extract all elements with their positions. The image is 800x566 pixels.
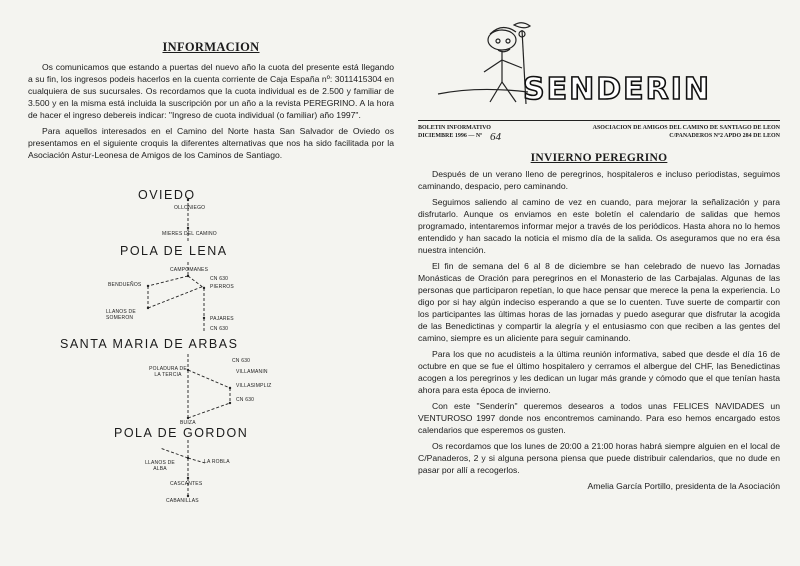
route-sketch-map — [60, 178, 320, 558]
info-paragraph-1: Os comunicamos que estando a puertas del nuevo año la cuota del presente está llegando a su fin, los ingresos podeis hacerlos en la cuenta corriente de Caja España nº: 3011415304 en cualquiera de sus sucursales. Os recordamos que la cuota individual es de 2.500 y familiar de 3.500 y en la misma está incluida la suscripción por un año a la revista PEREGRINO. A la hora de hacer el ingreso debereis indicar: "Ingreso de cuota individual (o familiar) año 1997". — [28, 62, 394, 120]
left-column — [28, 40, 394, 165]
bulletin-line-1: BOLETIN INFORMATIVO — [418, 125, 491, 131]
association-line-2: C/PANADEROS Nº2 APDO 284 DE LEON — [669, 133, 780, 139]
association-info — [548, 124, 780, 140]
article-paragraph-1: Después de un verano lleno de peregrinos, hospitaleros e incluso periodistas, seguimos caminando, despacio, pero caminando. — [418, 169, 780, 191]
article-title: INVIERNO PEREGRINO — [530, 152, 668, 164]
info-heading: INFORMACION — [162, 40, 260, 54]
article-paragraph-3: El fin de semana del 6 al 8 de diciembre se han celebrado de nuevo las Jornadas Monásticas de Oración para peregrinos en el Monasterio de las Carbajalas. Algunas de las personas que participaron repetían, lo que hace pensar que merece la pena la experiencia. Lo digo por si hay algún indeciso esperando a que se lo cuenten. Tuve suerte de compartir con los participantes las últimas horas de las jornadas y puedo asegurar que disfrutar la acogida de las Benedictinas y compartir la alegría y el entusiasmo con que reciben a las gentes del camino, siempre es un aliciente para seguir caminando. — [418, 261, 780, 343]
article-body — [418, 152, 780, 492]
masthead-rule — [418, 120, 780, 121]
town-oviedo: OVIEDO — [138, 188, 196, 202]
place-la-robla: LA ROBLA — [204, 459, 230, 465]
town-pola-de-lena: POLA DE LENA — [120, 244, 228, 258]
place-llanos-someron: LLANOS DE SOMERON — [106, 309, 136, 321]
place-villamanin: VILLAMANIN — [236, 369, 268, 375]
association-line-1: ASOCIACION DE AMIGOS DEL CAMINO DE SANTIAGO DE LEON — [592, 125, 780, 131]
place-pajares: PAJARES — [210, 316, 234, 322]
place-mieres: MIERES DEL CAMINO — [162, 231, 217, 237]
place-villasimpliz: VILLASIMPLIZ — [236, 383, 272, 389]
bulletin-line-2: DICIEMBRE 1996 — Nº — [418, 133, 483, 139]
article-paragraph-6: Os recordamos que los lunes de 20:00 a 21:00 horas habrá siempre alguien en el local de C/Panaderos, 2 y si alguna persona piensa que puede distribuir calendarios, que no dude en pasar por allí a recogerlos. — [418, 441, 780, 475]
place-poladura: POLADURA DE LA TERCIA — [149, 366, 187, 378]
info-paragraph-2: Para aquellos interesados en el Camino del Norte hasta San Salvador de Oviedo os presentamos en el siguiente croquis la diferentes alternativas que nos ha sido facilitada por la Asociación Astur-Leonesa de Amigos de los Caminos de Santiago. — [28, 126, 394, 160]
place-cn630-b: CN 630 — [210, 326, 229, 332]
article-paragraph-4: Para los que no acudisteis a la última reunión informativa, sabed que desde el día 16 de octubre en que se fue el último hospitalero y cerramos el albergue del CHF, las Benedictinas acogen a los peregrinos y les dedican un lugar más grande y cómodo que el que tenían hasta ahora para esta época de invierno. — [418, 349, 780, 395]
place-cabanillas: CABANILLAS — [166, 498, 199, 504]
place-llanos-alba: LLANOS DE ALBA — [145, 460, 175, 472]
place-cascantes: CASCANTES — [170, 481, 203, 487]
article-paragraph-5: Con este "Senderín" queremos desearos a todos unas FELICES NAVIDADES un VENTUROSO 1997 donde nos encontremos caminando. Para eso hemos encargado estos calendarios que esperemos os gusten. — [418, 401, 780, 435]
masthead — [418, 20, 780, 143]
issue-number: 64 — [490, 131, 501, 143]
article-signature: Amelia García Portillo, presidenta de la Asociación — [587, 481, 780, 491]
place-cn630-c: CN 630 — [232, 358, 251, 364]
place-buiza: BUIZA — [180, 420, 196, 426]
place-bendueños: BENDUEÑOS — [108, 282, 142, 288]
town-pola-de-gordon: POLA DE GORDON — [114, 426, 249, 440]
place-campomanes: CAMPOMANES — [170, 267, 209, 273]
bulletin-info — [418, 124, 491, 140]
place-olloniego: OLLONIEGO — [174, 205, 206, 211]
place-cn630-a: CN 630 — [210, 276, 229, 282]
place-pierros: PIERROS — [210, 284, 234, 290]
masthead-brand: SENDERIN — [523, 72, 711, 107]
town-santa-maria-de-arbas: SANTA MARIA DE ARBAS — [60, 337, 239, 351]
place-cn630-d: CN 630 — [236, 397, 255, 403]
article-paragraph-2: Seguimos saliendo al camino de vez en cuando, para mejorar la señalización y para disfrutarlo. Aunque os enviamos en este boletín el calendario de salidas que hemos programado, intentaremos informar mejor a través de los periódicos. Hasta ahora no lo hemos entendido y han sacado la noticia el mismo día de la salida. Os aseguramos que no era ésa nuestra intención. — [418, 197, 780, 255]
